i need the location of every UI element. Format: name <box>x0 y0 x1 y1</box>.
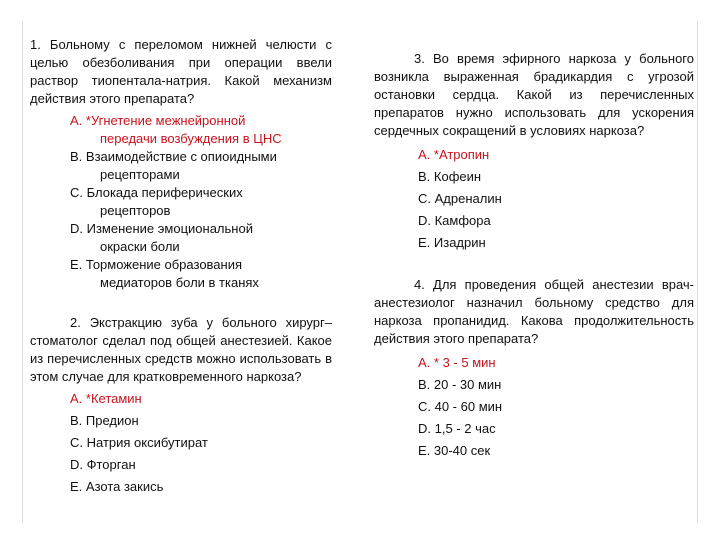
question-1-answers <box>30 112 332 292</box>
answer-line: D. Изменение эмоциональной <box>70 221 253 236</box>
question-1 <box>30 36 332 292</box>
question-4-answers <box>374 354 694 460</box>
answer-item: С. Адреналин <box>418 191 502 206</box>
question-3-text: 3. Во время эфирного наркоза у больного возникла выраженная брадикардия с угрозой остановки сердца. Какой из перечисленных препаратов нужно использовать для ускорения сердечных сокращений в условиях наркоза? <box>374 51 694 138</box>
answer-line-continued: рецепторами <box>100 167 180 182</box>
answer-item: В. 20 - 30 мин <box>418 377 502 392</box>
answer-line: Е. Торможение образования <box>70 257 243 272</box>
question-3 <box>374 50 694 252</box>
page-border-left <box>22 22 23 522</box>
answer-line-continued: передачи возбуждения в ЦНС <box>100 131 282 146</box>
question-2-answers <box>30 390 332 496</box>
answer-line-continued: окраски боли <box>100 239 180 254</box>
answer-line: С. Блокада периферических <box>70 185 243 200</box>
answer-item: Е. 30-40 сек <box>418 443 491 458</box>
answer-item <box>30 220 332 256</box>
answer-item: А. *Кетамин <box>70 391 142 406</box>
answer-line: А. *Угнетение межнейронной <box>70 113 246 128</box>
answer-item: В. Кофеин <box>418 169 482 184</box>
left-column <box>30 36 332 512</box>
answer-item: D. 1,5 - 2 час <box>418 421 496 436</box>
question-2-text: 2. Экстракцию зуба у больного хирург–стоматолог сделал под общей анестезией. Какое из перечисленных средств можно использовать в этом случае для кратковременного наркоза? <box>30 315 332 384</box>
answer-item: А. * 3 - 5 мин <box>418 355 496 370</box>
question-2 <box>30 314 332 496</box>
question-4 <box>374 276 694 460</box>
answer-item <box>30 112 332 148</box>
answer-item: А. *Атропин <box>418 147 490 162</box>
answer-line: В. Взаимодействие с опиоидными <box>70 149 277 164</box>
answer-item: Е. Азота закись <box>70 479 164 494</box>
answer-item <box>30 148 332 184</box>
question-3-answers <box>374 146 694 252</box>
answer-item: D. Фторган <box>70 457 136 472</box>
answer-item: С. Натрия оксибутират <box>70 435 208 450</box>
answer-item <box>30 184 332 220</box>
question-1-text: 1. Больному с переломом нижней челюсти с целью обезболивания при операции ввели раствор тиопентала-натрия. Какой механизм действия этого препарата? <box>30 37 332 106</box>
answer-item: С. 40 - 60 мин <box>418 399 503 414</box>
right-column <box>374 50 694 476</box>
answer-line-continued: медиаторов боли в тканях <box>100 275 259 290</box>
answer-line-continued: рецепторов <box>100 203 171 218</box>
question-4-text: 4. Для проведения общей анестезии врач-анестезиолог назначил больному средство для наркоза пропанидид. Какова продолжительность действия этого препарата? <box>374 277 694 346</box>
answer-item: D. Камфора <box>418 213 491 228</box>
answer-item: Е. Изадрин <box>418 235 486 250</box>
page-border-right <box>697 22 698 522</box>
answer-item: В. Предион <box>70 413 139 428</box>
answer-item <box>30 256 332 292</box>
